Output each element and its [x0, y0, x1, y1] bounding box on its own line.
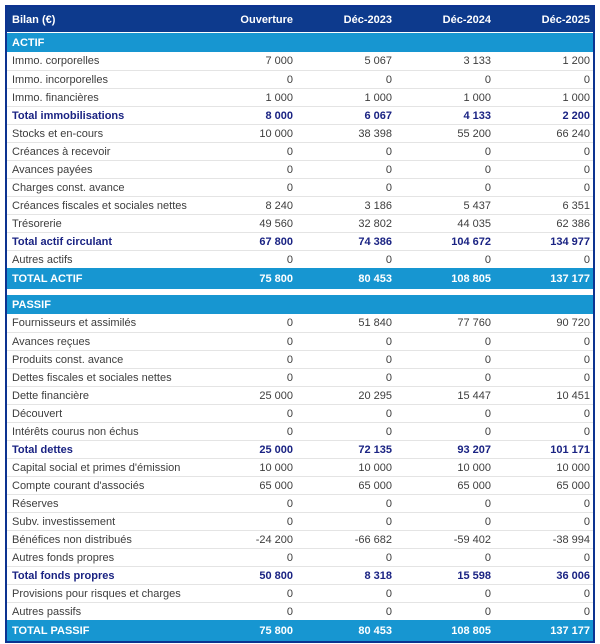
cell-value: 32 802	[358, 217, 392, 230]
cell-value: 49 560	[259, 217, 293, 230]
table-row	[7, 314, 593, 332]
cell-value: 0	[385, 181, 392, 194]
cell-value: 10 000	[259, 127, 293, 140]
cell-value: 8 240	[265, 199, 293, 212]
total-label: TOTAL PASSIF	[12, 624, 90, 637]
cell-value: 0	[286, 605, 293, 618]
cell-value: 0	[484, 497, 491, 510]
cell-value: 2 200	[562, 109, 590, 122]
column-header: Déc-2024	[442, 13, 491, 26]
cell-value: 1 000	[265, 91, 293, 104]
cell-value: 10 000	[358, 461, 392, 474]
cell-value: 0	[286, 181, 293, 194]
cell-value: 10 000	[556, 461, 590, 474]
cell-value: 25 000	[259, 443, 293, 456]
table-row	[7, 70, 593, 88]
row-label: Provisions pour risques et charges	[12, 587, 181, 600]
cell-value: 65 000	[259, 479, 293, 492]
cell-value: 0	[583, 145, 590, 158]
cell-value: 0	[385, 145, 392, 158]
section-band	[7, 295, 593, 314]
cell-value: -59 402	[453, 533, 491, 546]
row-label: Créances à recevoir	[12, 145, 111, 158]
cell-value: 0	[286, 407, 293, 420]
cell-value: 0	[385, 605, 392, 618]
table-row	[7, 458, 593, 476]
table-row	[7, 250, 593, 268]
row-label: Immo. financières	[12, 91, 99, 104]
table-row	[7, 422, 593, 440]
cell-value: 134 977	[550, 235, 590, 248]
table-row	[7, 52, 593, 70]
balance-sheet-table	[5, 5, 595, 643]
cell-value: 55 200	[457, 127, 491, 140]
cell-value: 0	[286, 587, 293, 600]
cell-value: 0	[583, 163, 590, 176]
cell-value: 0	[583, 335, 590, 348]
section-band-label: PASSIF	[12, 298, 51, 311]
cell-value: 0	[583, 497, 590, 510]
table-row	[7, 214, 593, 232]
row-label: Charges const. avance	[12, 181, 125, 194]
cell-value: 0	[484, 587, 491, 600]
cell-value: 0	[286, 335, 293, 348]
cell-value: 0	[385, 353, 392, 366]
cell-value: 0	[583, 605, 590, 618]
row-label: Total dettes	[12, 443, 73, 456]
table-row	[7, 566, 593, 584]
cell-value: 65 000	[457, 479, 491, 492]
cell-value: 0	[583, 551, 590, 564]
cell-value: 3 186	[364, 199, 392, 212]
row-label: Subv. investissement	[12, 515, 116, 528]
cell-value: -24 200	[255, 533, 293, 546]
table-row	[7, 196, 593, 214]
cell-value: 0	[484, 605, 491, 618]
cell-value: 0	[484, 145, 491, 158]
cell-value: 65 000	[556, 479, 590, 492]
cell-value: 0	[286, 353, 293, 366]
section-total-row	[7, 268, 593, 289]
cell-value: 0	[484, 407, 491, 420]
cell-value: 0	[484, 353, 491, 366]
table-row	[7, 404, 593, 422]
cell-value: 62 386	[556, 217, 590, 230]
cell-value: 20 295	[358, 389, 392, 402]
cell-value: 0	[385, 515, 392, 528]
cell-value: 0	[583, 253, 590, 266]
cell-value: 8 318	[364, 569, 392, 582]
table-row	[7, 602, 593, 620]
column-header: Ouverture	[240, 13, 293, 26]
cell-value: 0	[286, 73, 293, 86]
cell-value: 0	[583, 587, 590, 600]
cell-value: 0	[484, 551, 491, 564]
table-row	[7, 494, 593, 512]
cell-value: 1 000	[463, 91, 491, 104]
table-row	[7, 232, 593, 250]
table-row	[7, 512, 593, 530]
cell-value: 0	[484, 371, 491, 384]
cell-value: 0	[583, 181, 590, 194]
table-row	[7, 548, 593, 566]
cell-value: 0	[385, 407, 392, 420]
cell-value: 10 451	[556, 389, 590, 402]
table-title: Bilan (€)	[12, 13, 56, 26]
cell-value: 0	[286, 497, 293, 510]
cell-value: 0	[385, 371, 392, 384]
cell-value: 1 200	[562, 55, 590, 67]
table-row	[7, 530, 593, 548]
cell-value: 25 000	[259, 389, 293, 402]
cell-value: -38 994	[552, 533, 590, 546]
cell-value: 0	[484, 163, 491, 176]
row-label: Total actif circulant	[12, 235, 113, 248]
table-header-row	[7, 7, 593, 33]
cell-value: 0	[385, 497, 392, 510]
table-row	[7, 350, 593, 368]
table-row	[7, 142, 593, 160]
cell-value: 67 800	[259, 235, 293, 248]
table-row	[7, 106, 593, 124]
cell-value: 104 672	[451, 235, 491, 248]
cell-value: 0	[286, 317, 293, 329]
cell-value: 50 800	[259, 569, 293, 582]
cell-value: 15 447	[457, 389, 491, 402]
row-label: Dettes fiscales et sociales nettes	[12, 371, 172, 384]
cell-value: 44 035	[457, 217, 491, 230]
cell-value: 7 000	[265, 55, 293, 67]
cell-value: 0	[484, 515, 491, 528]
section-band-label: ACTIF	[12, 36, 45, 49]
cell-value: 0	[583, 407, 590, 420]
cell-value: 6 067	[364, 109, 392, 122]
total-value: 137 177	[550, 624, 590, 637]
cell-value: 74 386	[358, 235, 392, 248]
cell-value: 8 000	[265, 109, 293, 122]
cell-value: 0	[583, 425, 590, 438]
cell-value: 66 240	[556, 127, 590, 140]
row-label: Total immobilisations	[12, 109, 125, 122]
cell-value: 0	[385, 551, 392, 564]
cell-value: 77 760	[457, 317, 491, 329]
row-label: Immo. corporelles	[12, 55, 100, 67]
table-row	[7, 386, 593, 404]
cell-value: 0	[286, 145, 293, 158]
cell-value: 0	[385, 425, 392, 438]
cell-value: 0	[286, 425, 293, 438]
cell-value: 0	[286, 515, 293, 528]
cell-value: 15 598	[457, 569, 491, 582]
row-label: Trésorerie	[12, 217, 62, 230]
cell-value: 0	[385, 587, 392, 600]
row-label: Découvert	[12, 407, 63, 420]
total-value: 80 453	[358, 272, 392, 285]
row-label: Fournisseurs et assimilés	[12, 317, 137, 329]
row-label: Total fonds propres	[12, 569, 115, 582]
cell-value: 0	[583, 353, 590, 366]
cell-value: 0	[385, 253, 392, 266]
total-value: 75 800	[259, 624, 293, 637]
cell-value: 10 000	[259, 461, 293, 474]
table-row	[7, 476, 593, 494]
cell-value: 65 000	[358, 479, 392, 492]
cell-value: 6 351	[562, 199, 590, 212]
total-value: 80 453	[358, 624, 392, 637]
cell-value: 0	[286, 551, 293, 564]
cell-value: 0	[583, 515, 590, 528]
cell-value: 72 135	[358, 443, 392, 456]
table-row	[7, 88, 593, 106]
row-label: Autres fonds propres	[12, 551, 115, 564]
cell-value: 90 720	[556, 317, 590, 329]
cell-value: 0	[385, 73, 392, 86]
cell-value: 3 133	[463, 55, 491, 67]
table-row	[7, 584, 593, 602]
cell-value: 0	[484, 73, 491, 86]
cell-value: 0	[385, 163, 392, 176]
total-value: 75 800	[259, 272, 293, 285]
column-header: Déc-2025	[541, 13, 590, 26]
cell-value: 36 006	[556, 569, 590, 582]
table-row	[7, 124, 593, 142]
cell-value: -66 682	[354, 533, 392, 546]
row-label: Stocks et en-cours	[12, 127, 104, 140]
total-value: 108 805	[451, 624, 491, 637]
cell-value: 51 840	[358, 317, 392, 329]
row-label: Capital social et primes d'émission	[12, 461, 181, 474]
cell-value: 0	[385, 335, 392, 348]
cell-value: 93 207	[457, 443, 491, 456]
row-label: Autres actifs	[12, 253, 73, 266]
total-value: 137 177	[550, 272, 590, 285]
cell-value: 1 000	[364, 91, 392, 104]
row-label: Autres passifs	[12, 605, 82, 618]
cell-value: 10 000	[457, 461, 491, 474]
table-row	[7, 332, 593, 350]
section-band	[7, 33, 593, 52]
cell-value: 1 000	[562, 91, 590, 104]
row-label: Avances payées	[12, 163, 93, 176]
table-row	[7, 368, 593, 386]
cell-value: 0	[286, 371, 293, 384]
table-row	[7, 178, 593, 196]
row-label: Réserves	[12, 497, 59, 510]
column-header: Déc-2023	[343, 13, 392, 26]
row-label: Compte courant d'associés	[12, 479, 145, 492]
cell-value: 0	[583, 73, 590, 86]
row-label: Bénéfices non distribués	[12, 533, 132, 546]
table-row	[7, 440, 593, 458]
row-label: Intérêts courus non échus	[12, 425, 139, 438]
cell-value: 0	[583, 371, 590, 384]
cell-value: 0	[484, 335, 491, 348]
total-label: TOTAL ACTIF	[12, 272, 83, 285]
cell-value: 5 067	[364, 55, 392, 67]
cell-value: 4 133	[463, 109, 491, 122]
cell-value: 5 437	[463, 199, 491, 212]
row-label: Créances fiscales et sociales nettes	[12, 199, 187, 212]
cell-value: 38 398	[358, 127, 392, 140]
cell-value: 0	[286, 163, 293, 176]
table-row	[7, 160, 593, 178]
row-label: Immo. incorporelles	[12, 73, 108, 86]
row-label: Produits const. avance	[12, 353, 124, 366]
row-label: Avances reçues	[12, 335, 91, 348]
cell-value: 101 171	[550, 443, 590, 456]
row-label: Dette financière	[12, 389, 90, 402]
cell-value: 0	[286, 253, 293, 266]
cell-value: 0	[484, 425, 491, 438]
section-total-row	[7, 620, 593, 641]
cell-value: 0	[484, 253, 491, 266]
cell-value: 0	[484, 181, 491, 194]
total-value: 108 805	[451, 272, 491, 285]
table-body	[7, 33, 593, 641]
